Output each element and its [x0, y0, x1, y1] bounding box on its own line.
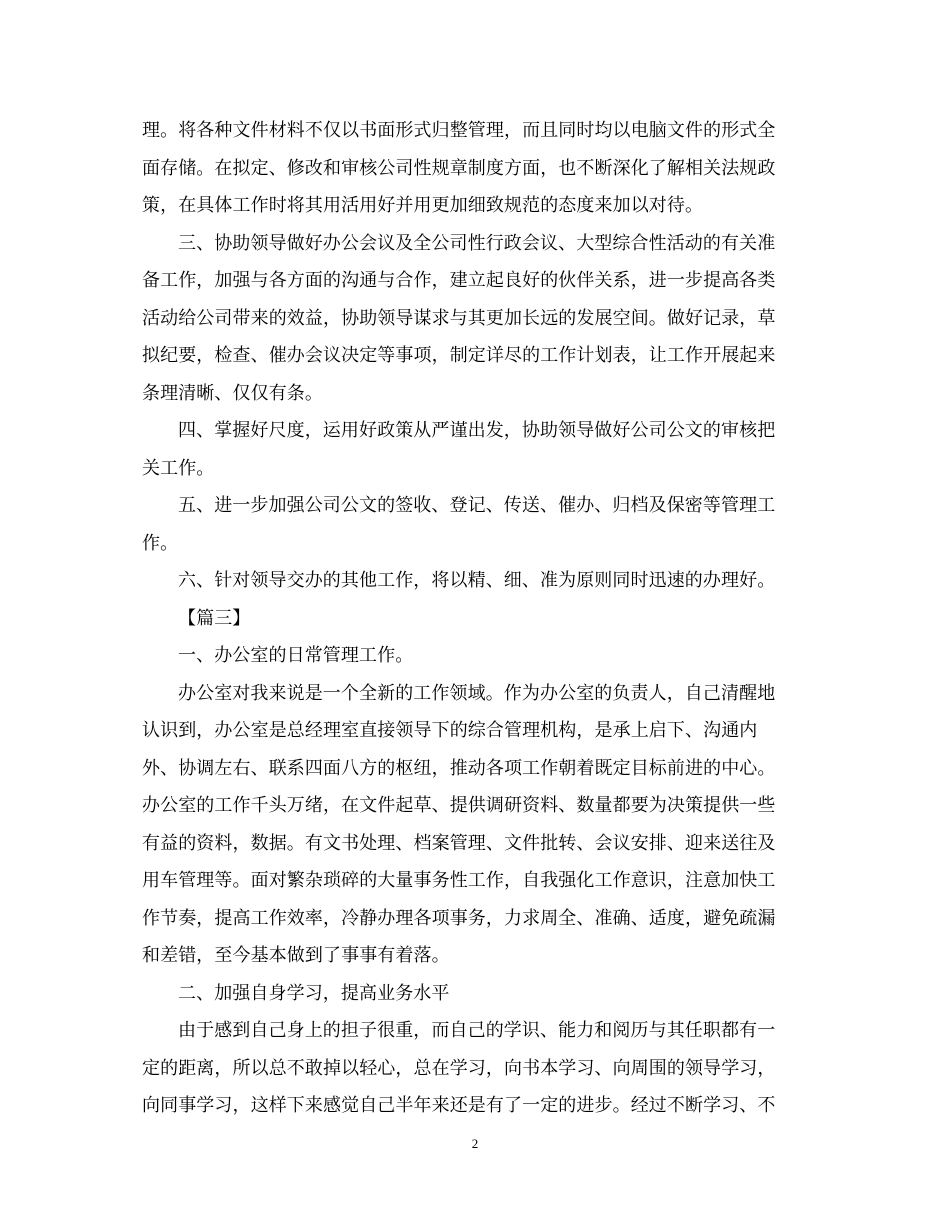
- text-line: 作节奏，提高工作效率，冷静办理各项事务，力求周全、准确、适度，避免疏漏: [142, 907, 776, 929]
- text-line: 作。: [142, 532, 179, 554]
- text-line: 用车管理等。面对繁杂琐碎的大量事务性工作，自我强化工作意识，注意加快工: [142, 870, 776, 891]
- text-line: 面存储。在拟定、修改和审核公司性规章制度方面，也不断深化了解相关法规政: [142, 157, 776, 179]
- text-line: 拟纪要，检查、催办会议决定等事项，制定详尽的工作计划表，让工作开展起来: [142, 345, 776, 366]
- text-line: 认识到，办公室是总经理室直接领导下的综合管理机构，是承上启下、沟通内: [142, 720, 758, 741]
- text-line: 向同事学习，这样下来感觉自己半年来还是有了一定的进步。经过不断学习、不: [142, 1095, 776, 1116]
- text-line: 【篇三】: [178, 607, 251, 629]
- text-line: 五、进一步加强公司公文的签收、登记、传送、催办、归档及保密等管理工: [178, 495, 776, 516]
- text-line: 备工作，加强与各方面的沟通与合作，建立起良好的伙伴关系，进一步提高各类: [142, 270, 776, 291]
- text-line: 定的距离，所以总不敢掉以轻心，总在学习，向书本学习、向周围的领导学习，: [142, 1057, 776, 1079]
- text-line: 六、针对领导交办的其他工作，将以精、细、准为原则同时迅速的办理好。: [178, 570, 776, 591]
- text-line: 三、协助领导做好办公会议及全公司性行政会议、大型综合性活动的有关准: [178, 232, 776, 254]
- text-line: 活动给公司带来的效益，协助领导谋求与其更加长远的发展空间。做好记录，草: [142, 307, 776, 329]
- text-line: 关工作。: [142, 457, 215, 479]
- text-line: 有益的资料，数据。有文书处理、档案管理、文件批转、会议安排、迎来送往及: [142, 832, 776, 854]
- text-line: 外、协调左右、联系四面八方的枢纽，推动各项工作朝着既定目标前进的中心。: [142, 757, 776, 779]
- text-line: 四、掌握好尺度，运用好政策从严谨出发，协助领导做好公司公文的审核把: [178, 420, 776, 441]
- page-number: 2: [471, 1136, 479, 1151]
- text-line: 策，在具体工作时将其用活用好并用更加细致规范的态度来加以对待。: [142, 195, 704, 216]
- text-line: 办公室对我来说是一个全新的工作领域。作为办公室的负责人，自己清醒地: [178, 682, 776, 704]
- text-line: 由于感到自己身上的担子很重，而自己的学识、能力和阅历与其任职都有一: [178, 1020, 776, 1041]
- text-line: 和差错，至今基本做到了事事有着落。: [142, 945, 450, 966]
- text-line: 二、加强自身学习，提高业务水平: [178, 982, 450, 1004]
- document-body: [142, 112, 812, 1125]
- text-line: 一、办公室的日常管理工作。: [178, 645, 414, 666]
- text-line: 条理清晰、仅仅有条。: [142, 382, 323, 404]
- text-line: 理。将各种文件材料不仅以书面形式归整管理，而且同时均以电脑文件的形式全: [142, 120, 776, 141]
- text-line: 办公室的工作千头万绪，在文件起草、提供调研资料、数量都要为决策提供一些: [142, 795, 776, 816]
